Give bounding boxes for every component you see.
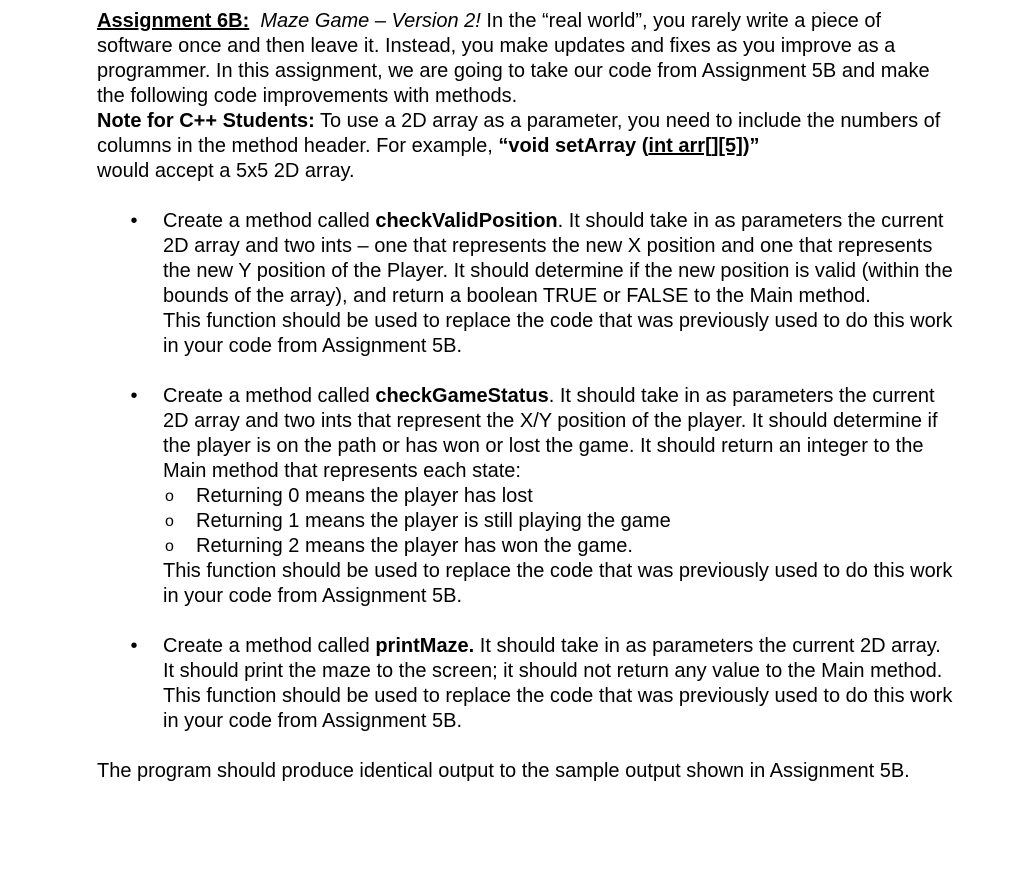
- bullet-print-maze: [97, 634, 957, 734]
- replace-note: This function should be used to replace the code that was previously used to do this work in your code from Assignment 5B.: [163, 310, 953, 357]
- method-name: checkValidPosition: [375, 210, 558, 232]
- footer-paragraph: The program should produce identical output to the sample output shown in Assignment 5B.: [97, 760, 910, 782]
- replace-note: This function should be used to replace the code that was previously used to do this work in your code from Assignment 5B.: [163, 560, 953, 607]
- assignment-subtitle: Maze Game – Version 2!: [260, 10, 481, 32]
- assignment-document: [97, 9, 957, 784]
- method-name: checkGameStatus: [375, 385, 549, 407]
- code-close-quote: ”: [749, 135, 760, 157]
- assignment-title: Assignment 6B:: [97, 10, 250, 32]
- cpp-note-label: Note for C++ Students:: [97, 110, 315, 132]
- cpp-note-text-end: would accept a 5x5 2D array.: [97, 160, 355, 182]
- cpp-note-paragraph: [97, 109, 957, 184]
- sub-bullet-icon: o: [165, 538, 174, 555]
- method-name: printMaze.: [375, 635, 475, 657]
- code-example-close: ): [742, 135, 750, 157]
- bullet-check-game-status: [97, 384, 957, 609]
- spacer: [97, 359, 957, 384]
- spacer: [97, 609, 957, 634]
- code-example-param: int arr[][5]: [648, 135, 743, 157]
- return-value-item: o Returning 2 means the player has won the game.: [165, 535, 633, 557]
- bullet-icon: •: [130, 385, 138, 407]
- spacer: [97, 734, 957, 759]
- spacer: [97, 184, 957, 209]
- return-value-item: o Returning 1 means the player is still playing the game: [165, 510, 671, 532]
- sub-bullet-icon: o: [165, 513, 174, 530]
- intro-text: In the “real world”, you rarely write a piece of software once and then leave it. Instead, you make updates and fixes as you improve as a programmer. In this assignment, we are going to take our code from Assignment 5B and make the following code improvements with methods.: [97, 10, 930, 107]
- cpp-note-text: To use a 2D array as a parameter, you need to include the numbers of columns in the method header. For example,: [97, 110, 941, 157]
- bullet-text: Create a method called printMaze. It should take in as parameters the current 2D array. It should print the maze to the screen; it should not return any value to the Main method.: [163, 635, 943, 682]
- replace-note: This function should be used to replace the code that was previously used to do this work in your code from Assignment 5B.: [163, 685, 953, 732]
- bullet-check-valid-position: [97, 209, 957, 359]
- code-example-open-paren: (: [641, 135, 649, 157]
- code-open-quote: “: [498, 135, 509, 157]
- code-example-prefix: void setArray: [508, 135, 642, 157]
- bullet-text: Create a method called checkValidPosition. It should take in as parameters the current 2D array and two ints – one that represents the new X position and one that represents the new Y position of the Player. It should determine if the new position is valid (within the bounds of the array), and return a boolean TRUE or FALSE to the Main method.: [163, 210, 953, 307]
- bullet-text: Create a method called checkGameStatus. It should take in as parameters the current 2D array and two ints that represent the X/Y position of the player. It should determine if the player is on the path or has won or lost the game. It should return an integer to the Main method that represents each state:: [163, 385, 938, 482]
- bullet-icon: •: [130, 210, 138, 232]
- intro-paragraph: [97, 9, 957, 109]
- bullet-icon: •: [130, 635, 138, 657]
- return-value-item: o Returning 0 means the player has lost: [165, 485, 533, 507]
- sub-bullet-icon: o: [165, 488, 174, 505]
